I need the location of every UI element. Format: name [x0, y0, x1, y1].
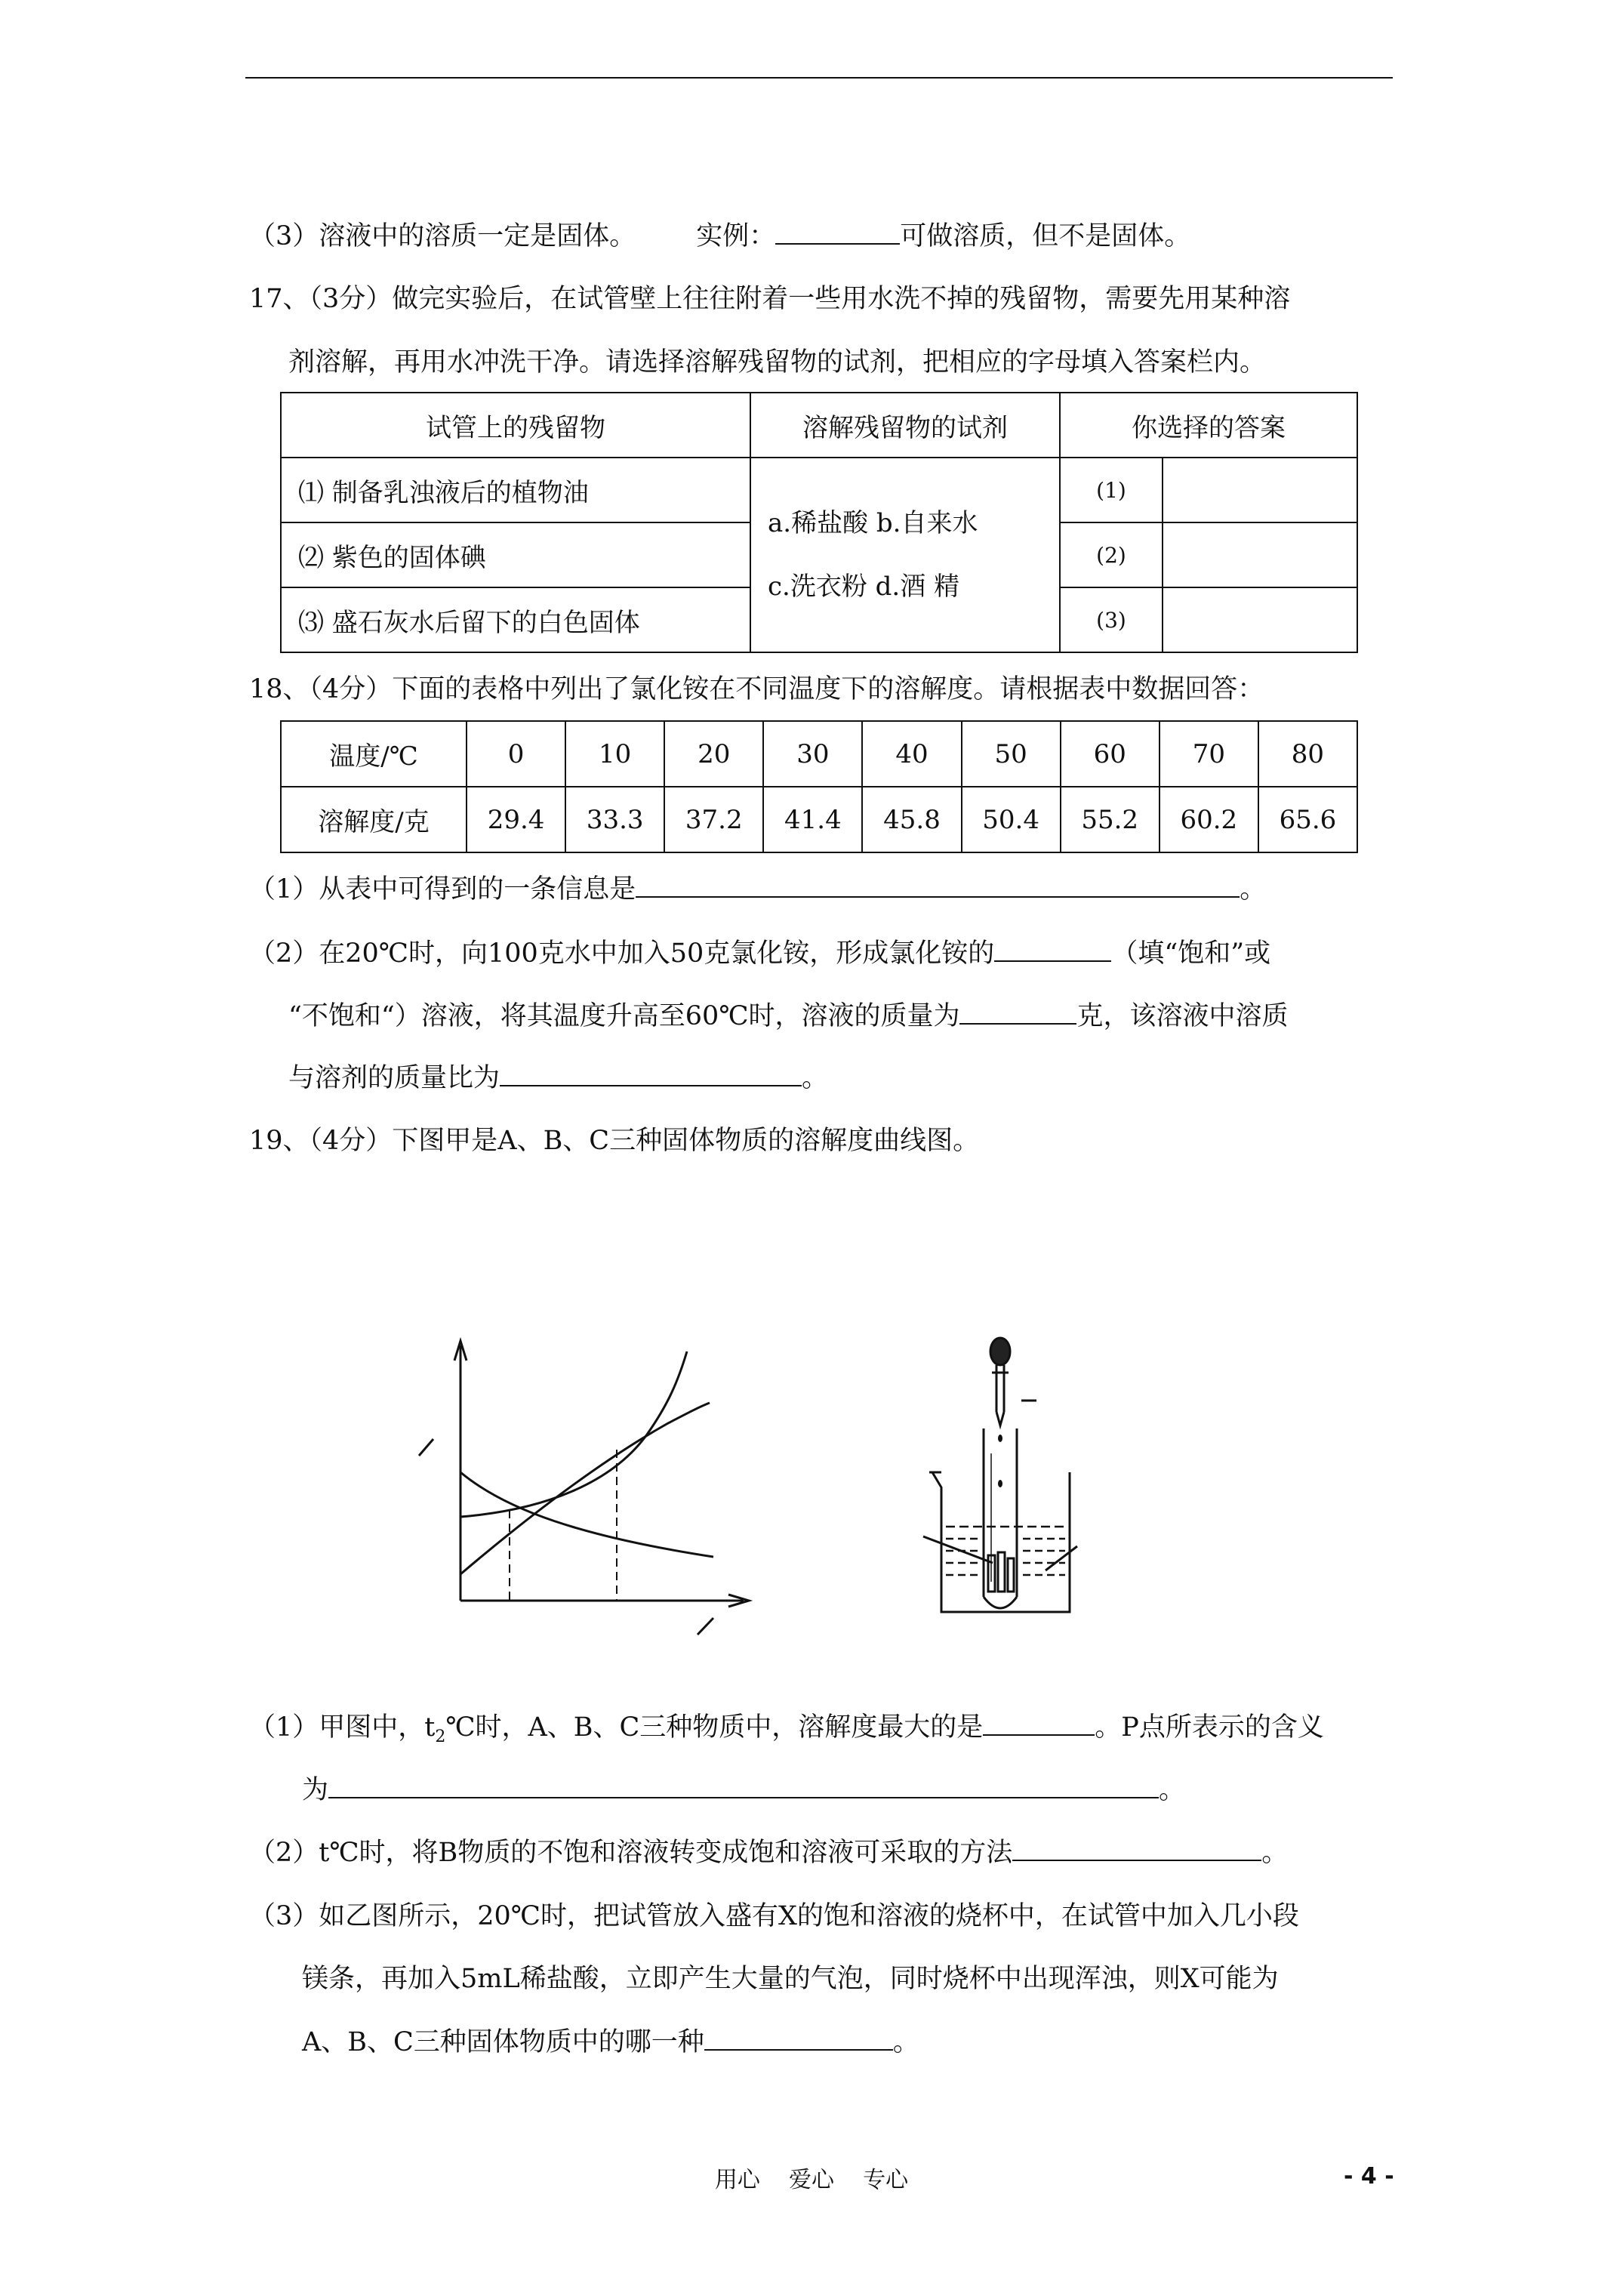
- q19-p2: [249, 1832, 1288, 1869]
- dropper-tip: [996, 1412, 1004, 1425]
- q18-temp-2: 20: [664, 721, 763, 787]
- q19-p1-text-d: 为: [302, 1775, 329, 1805]
- q19-p3-end: 。: [892, 2027, 919, 2057]
- q17-line1: 17、（3分）做完实验后，在试管壁上往往附着一些用水洗不掉的残留物，需要先用某种溶: [249, 284, 1291, 314]
- q18-temp-1: 10: [565, 721, 664, 787]
- q18-temp-6: 60: [1061, 721, 1160, 787]
- magnesium-pieces: [988, 1552, 1014, 1592]
- q16-text-a: （3）溶液中的溶质一定是固体。: [249, 221, 636, 251]
- q17-reagents-line1: a.稀盐酸 b.自来水: [768, 508, 978, 538]
- q19-p1-sub: 2: [435, 1727, 446, 1746]
- q17-residue-3: ⑶ 盛石灰水后留下的白色固体: [281, 587, 750, 652]
- q18-p2-blank-2[interactable]: [959, 999, 1076, 1025]
- q19-p3-line3: [302, 2021, 919, 2059]
- q19-p1-text-c: 。P点所表示的含义: [1095, 1712, 1324, 1743]
- page-number: - 4 -: [1344, 2163, 1394, 2190]
- q18-intro: 18、（4分）下面的表格中列出了氯化铵在不同温度下的溶解度。请根据表中数据回答：: [249, 674, 1264, 704]
- x-axis-tick-mark: [698, 1618, 713, 1635]
- q17-answer-cell-2[interactable]: [1163, 522, 1357, 587]
- q16-answer-blank[interactable]: [775, 219, 900, 245]
- q19-p1-line1: [249, 1706, 1324, 1746]
- q19-p2-end: 。: [1261, 1838, 1289, 1868]
- q17-answer-num-1: (1): [1060, 458, 1163, 522]
- q18-p2-end: 。: [802, 1063, 829, 1093]
- q16-text-c: 可做溶质，但不是固体。: [900, 221, 1191, 251]
- q19-p2-text: （2）t℃时，将B物质的不饱和溶液转变成饱和溶液可采取的方法: [249, 1838, 1013, 1868]
- q19-p3-blank[interactable]: [704, 2025, 893, 2051]
- q18-row-label-solubility: 溶解度/克: [281, 787, 467, 852]
- q18-sol-1: 33.3: [565, 787, 664, 852]
- q18-p2-text-c: “不饱和“）溶液，将其温度升高至60℃时，溶液的质量为: [288, 1001, 960, 1031]
- q19-intro: 19、（4分）下图甲是A、B、C三种固体物质的溶解度曲线图。: [249, 1126, 980, 1156]
- header-rule: [245, 77, 1393, 79]
- q18-temp-0: 0: [467, 721, 565, 787]
- q16-text-b: 实例：: [696, 221, 776, 251]
- q19-p1-blank-2[interactable]: [328, 1773, 1159, 1798]
- q18-temp-7: 70: [1160, 721, 1258, 787]
- curve-steep: [460, 1351, 687, 1517]
- dropper-bulb: [990, 1338, 1010, 1365]
- q17-header-residue: 试管上的残留物: [281, 393, 750, 458]
- q18-sol-2: 37.2: [664, 787, 763, 852]
- q18-temp-5: 50: [962, 721, 1061, 787]
- q18-sol-3: 41.4: [763, 787, 862, 852]
- q19-p2-blank[interactable]: [1012, 1835, 1261, 1861]
- q18-sol-4: 45.8: [862, 787, 961, 852]
- q18-row-label-temp: 温度/℃: [281, 721, 467, 787]
- q18-p2-text-d: 克，该溶液中溶质: [1076, 1001, 1289, 1031]
- q18-p2-line2: [288, 995, 1289, 1033]
- q18-sol-7: 60.2: [1160, 787, 1258, 852]
- q17-answer-num-3: (3): [1060, 587, 1163, 652]
- q17-header-answer: 你选择的答案: [1060, 393, 1357, 458]
- q17-header-reagent: 溶解残留物的试剂: [750, 393, 1060, 458]
- q17-reagents: [750, 458, 1060, 652]
- q18-temp-3: 30: [763, 721, 862, 787]
- curve-moderate: [460, 1403, 710, 1574]
- q18-p1-blank[interactable]: [636, 872, 1240, 898]
- q18-p2-text-a: （2）在20℃时，向100克水中加入50克氯化铵，形成氯化铵的: [249, 938, 995, 969]
- q18-sol-6: 55.2: [1061, 787, 1160, 852]
- q18-p2-blank-3[interactable]: [500, 1061, 802, 1086]
- q18-p2-text-b: （填“饱和”或: [1111, 938, 1271, 969]
- q18-temp-4: 40: [862, 721, 961, 787]
- q18-p2-blank-1[interactable]: [994, 936, 1111, 962]
- q19-p3-line2: 镁条，再加入5mL稀盐酸，立即产生大量的气泡，同时烧杯中出现浑浊，则X可能为: [302, 1964, 1279, 1994]
- footer-motto: 用心 爱心 专心: [714, 2167, 909, 2193]
- beaker-test-tube-figure: [902, 1329, 1113, 1623]
- q18-p2-line1: [249, 932, 1270, 970]
- droplet-2: [998, 1480, 1002, 1487]
- q19-p3-text: A、B、C三种固体物质中的哪一种: [302, 2027, 704, 2057]
- q19-p1-end: 。: [1159, 1775, 1186, 1805]
- q17-answer-cell-3[interactable]: [1163, 587, 1357, 652]
- q18-table: [280, 720, 1358, 853]
- q18-p1-end: 。: [1240, 874, 1267, 905]
- q17-residue-2: ⑵ 紫色的固体碘: [281, 522, 750, 587]
- q19-p1-text-b: ℃时，A、B、C三种物质中，溶解度最大的是: [445, 1712, 984, 1743]
- q19-p1-line2: [302, 1769, 1185, 1807]
- q17-answer-cell-1[interactable]: [1163, 458, 1357, 522]
- q18-p1: [249, 868, 1266, 906]
- q18-temp-8: 80: [1258, 721, 1357, 787]
- q18-sol-5: 50.4: [962, 787, 1061, 852]
- q17-table: [280, 392, 1358, 653]
- q17-answer-num-2: (2): [1060, 522, 1163, 587]
- test-tube-bottom: [984, 1597, 1017, 1608]
- q19-p1-text-a: （1）甲图中，t: [249, 1712, 436, 1743]
- q19-p1-blank-1[interactable]: [983, 1710, 1095, 1736]
- q18-p1-text: （1）从表中可得到的一条信息是: [249, 874, 636, 905]
- q17-residue-1: ⑴ 制备乳浊液后的植物油: [281, 458, 750, 522]
- solubility-curve-figure: [408, 1329, 770, 1646]
- q16-part3-line: [249, 215, 1190, 253]
- q17-reagents-line2: c.洗衣粉 d.酒 精: [768, 572, 960, 602]
- pointer-line-left: [923, 1536, 993, 1563]
- q18-p2-line3: [288, 1057, 828, 1095]
- y-axis-tick-mark: [419, 1439, 433, 1456]
- q18-p2-text-e: 与溶剂的质量比为: [288, 1063, 500, 1093]
- q18-sol-8: 65.6: [1258, 787, 1357, 852]
- q17-line2: 剂溶解，再用水冲洗干净。请选择溶解残留物的试剂，把相应的字母填入答案栏内。: [288, 347, 1267, 378]
- droplet-1: [998, 1435, 1002, 1442]
- q19-p3-line1: （3）如乙图所示，20℃时，把试管放入盛有X的饱和溶液的烧杯中，在试管中加入几小段: [249, 1901, 1299, 1931]
- q18-sol-0: 29.4: [467, 787, 565, 852]
